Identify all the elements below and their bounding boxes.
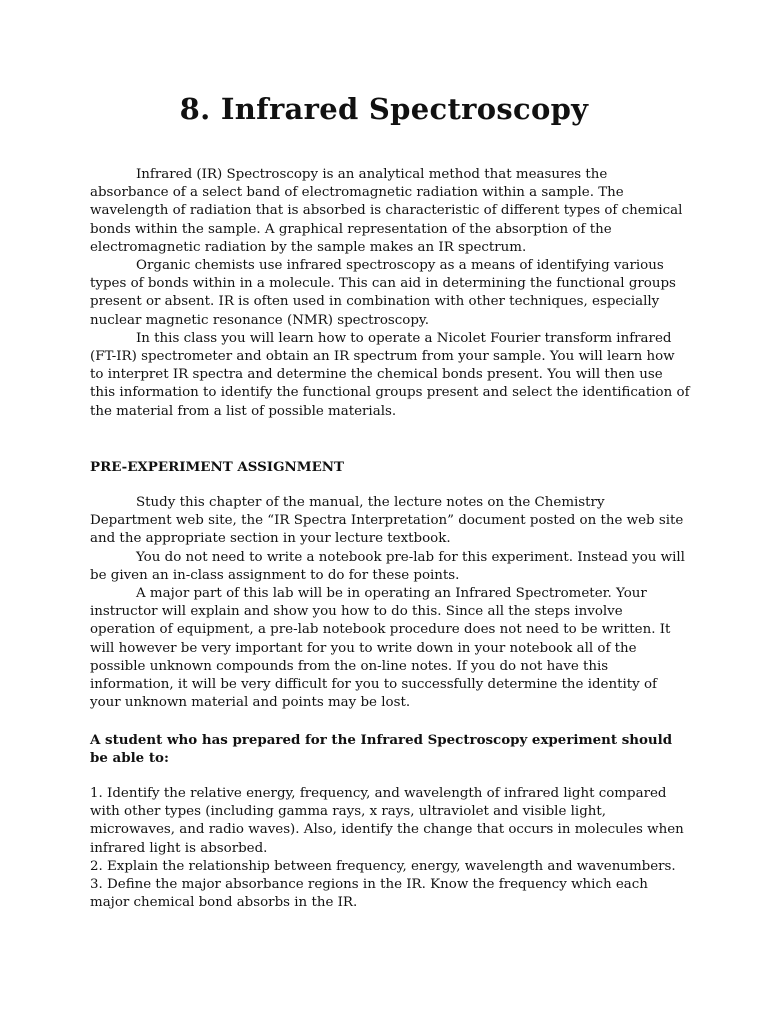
pre-experiment-heading: PRE-EXPERIMENT ASSIGNMENT [90,459,344,475]
pre-experiment-paragraph: You do not need to write a notebook pre-lab for this experiment. Instead you will be given an in-class assignment to do for these points. [90,549,685,583]
page-title: 8. Infrared Spectroscopy [179,92,589,126]
pre-experiment-section [90,494,690,712]
objective-item: 3. Define the major absorbance regions in the IR. Know the frequency which each major chemical bond absorbs in the IR. [90,877,648,911]
intro-paragraph: Infrared (IR) Spectroscopy is an analytical method that measures the absorbance of a select band of electromagnetic radiation within a sample. The wavelength of radiation that is absorbed is characteristic of different types of chemical bonds within the sample. A graphical representation of the absorption of the electromagnetic radiation by the sample makes an IR spectrum. [90,167,683,255]
intro-paragraph: In this class you will learn how to operate a Nicolet Fourier transform infrared (FT-IR) spectrometer and obtain an IR spectrum from your sample. You will learn how to interpret IR spectra and determine the chemical bonds present. You will then use this information to identify the functional groups present and select the identification of the material from a list of possible materials. [90,330,690,419]
intro-section [90,166,690,421]
pre-experiment-paragraph: Study this chapter of the manual, the lecture notes on the Chemistry Department web site, the “IR Spectra Interpretation” document posted on the web site and the appropriate section in your lecture textbook. [90,495,684,547]
objectives-heading: A student who has prepared for the Infrared Spectroscopy experiment should be able to: [90,732,673,767]
intro-paragraph: Organic chemists use infrared spectroscopy as a means of identifying various types of bonds within in a molecule. This can aid in determining the functional groups present or absent. IR is often used in combination with other techniques, especially nuclear magnetic resonance (NMR) spectroscopy. [90,258,676,328]
pre-experiment-heading-block [90,458,690,476]
pre-experiment-paragraph: A major part of this lab will be in operating an Infrared Spectrometer. Your instructor will explain and show you how to do this. Since all the steps involve operation of equipment, a pre-lab notebook procedure does not need to be written. It will however be very important for you to write down in your notebook all of the possible unknown compounds from the on-line notes. If you do not have this information, it will be very difficult for you to successfully determine the identity of your unknown material and points may be lost. [90,586,671,711]
objective-item: 1. Identify the relative energy, frequency, and wavelength of infrared light compared with other types (including gamma rays, x rays, ultraviolet and visible light, microwaves, and radio waves). Also, identify the change that occurs in molecules when infrared light is absorbed. [90,786,684,856]
objectives-heading-block [90,731,690,767]
objective-item: 2. Explain the relationship between frequency, energy, wavelength and wavenumbers. [90,858,676,874]
objectives-list [90,785,690,912]
